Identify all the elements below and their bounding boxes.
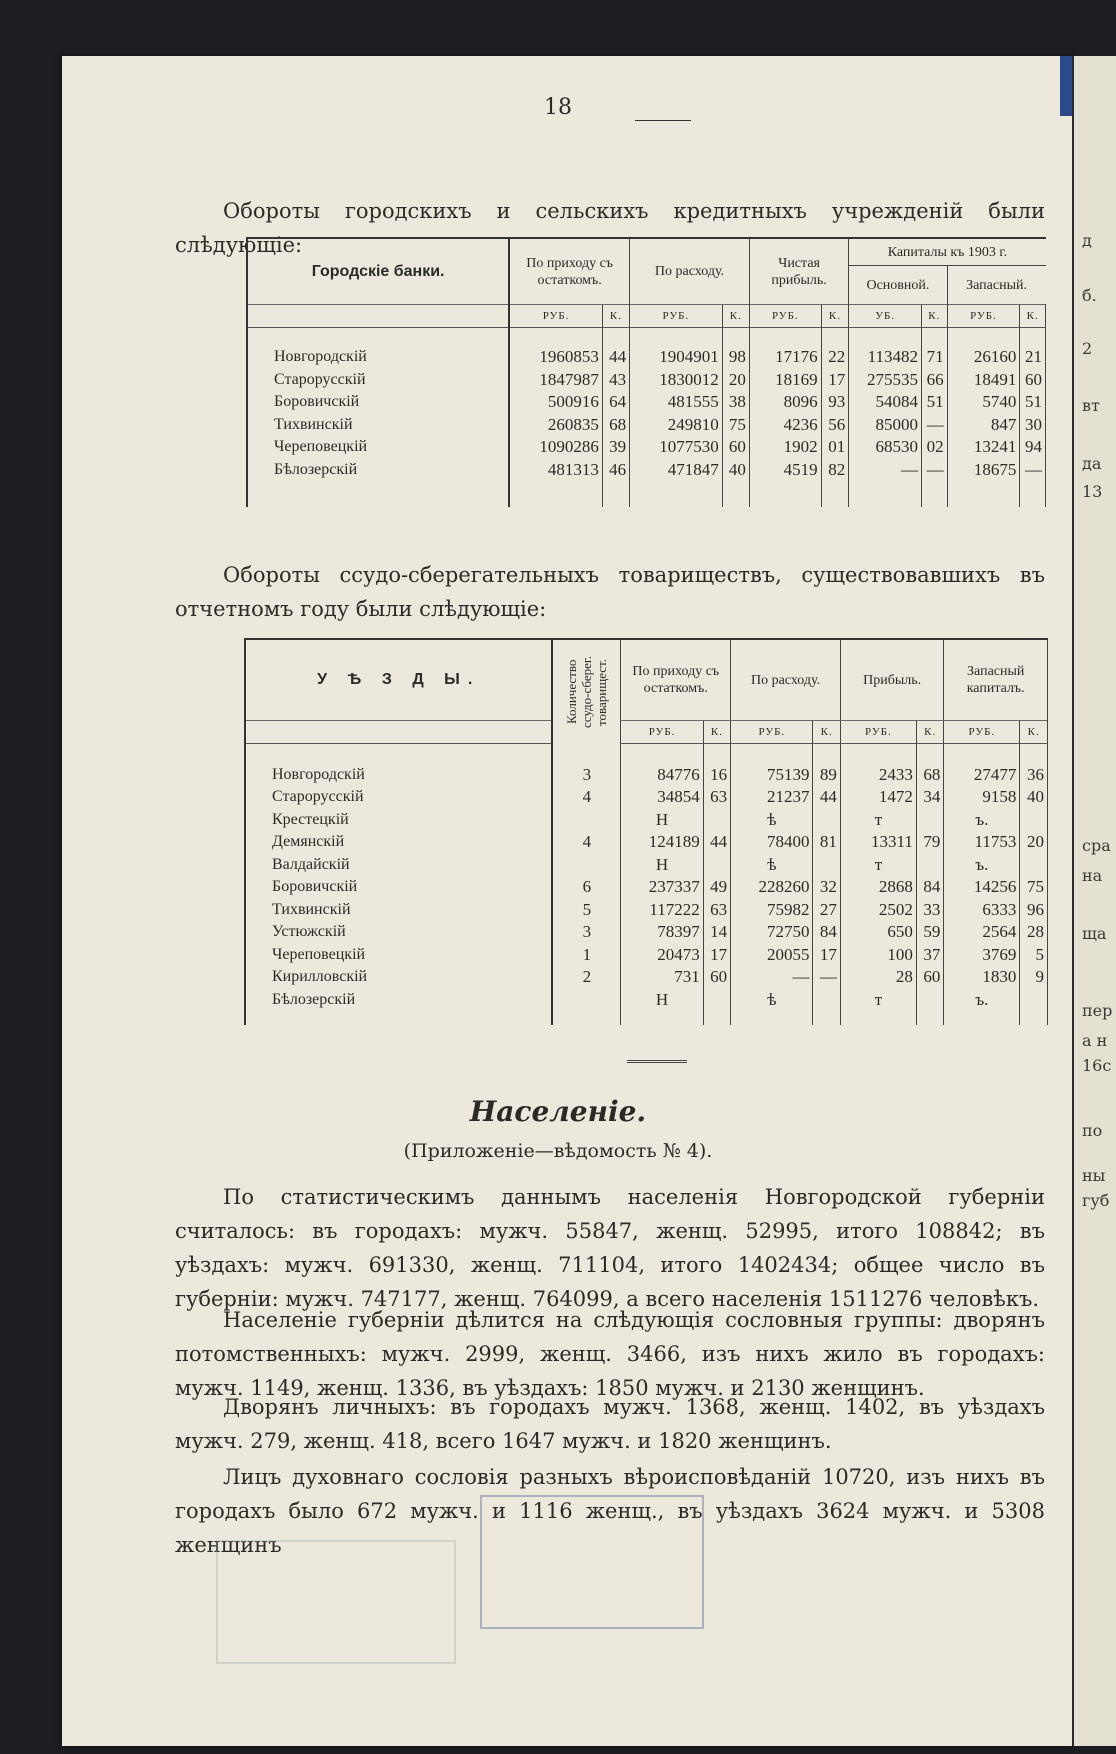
cell-dk: 66 — [922, 369, 948, 392]
cell-bk: 17 — [813, 944, 840, 967]
cell-bk: 44 — [813, 786, 840, 809]
cell-ak: 43 — [602, 369, 629, 392]
unit-k: К. — [1020, 720, 1048, 743]
row-name: Демянскій — [245, 831, 552, 854]
unit-rub: РУБ. — [944, 720, 1020, 743]
cell-ak: 39 — [602, 436, 629, 459]
intro-loan-savings: Обороты ссудо-сберегательныхъ товариществъ, существовавшихъ въ отчетномъ году были слѣдующіе: — [175, 563, 1045, 621]
table-row — [245, 786, 1048, 809]
unit-rub: РУБ. — [731, 720, 813, 743]
cell-bk: 84 — [813, 921, 840, 944]
cell-d: 11753 — [944, 831, 1020, 854]
cell-b: 1830012 — [630, 369, 723, 392]
cell-c: т — [840, 854, 916, 877]
cell-dk: 75 — [1020, 876, 1048, 899]
cell-c: 1472 — [840, 786, 916, 809]
cell-b: — — [731, 966, 813, 989]
cell-dk — [1020, 854, 1048, 877]
row-name: Боровичскій — [245, 876, 552, 899]
cell-ek: 21 — [1020, 328, 1046, 369]
table-row — [245, 944, 1048, 967]
cell-a: Н — [621, 989, 703, 1012]
unit-k: К. — [1020, 305, 1046, 328]
unit-rub: РУБ. — [947, 305, 1020, 328]
margin-fragment: ны — [1082, 1166, 1106, 1185]
cell-dk: 40 — [1020, 786, 1048, 809]
cell-a: Н — [621, 854, 703, 877]
cell-c: 1902 — [749, 436, 821, 459]
cell-count — [552, 989, 620, 1012]
table-row — [245, 743, 1048, 786]
table-row — [247, 369, 1046, 392]
section-subtitle: (Приложеніе—вѣдомость № 4). — [403, 1140, 713, 1162]
cell-dk: 5 — [1020, 944, 1048, 967]
col-reserve: Запасный. — [947, 266, 1045, 305]
loan-savings-table — [244, 638, 1048, 1025]
cell-dk: 71 — [922, 328, 948, 369]
cell-ck: 93 — [821, 391, 849, 414]
margin-fragment: губ — [1082, 1191, 1110, 1210]
cell-c: 18169 — [749, 369, 821, 392]
cell-ck — [916, 854, 944, 877]
table-row — [245, 876, 1048, 899]
cell-ek: — — [1020, 459, 1046, 482]
cell-ak: 44 — [703, 831, 730, 854]
table-row — [247, 414, 1046, 437]
cell-ck: 56 — [821, 414, 849, 437]
cell-ak: 14 — [703, 921, 730, 944]
cell-ck: 34 — [916, 786, 944, 809]
cell-c: 650 — [840, 921, 916, 944]
cell-bk: — — [813, 966, 840, 989]
cell-ck — [916, 989, 944, 1012]
col-capitals: Капиталы къ 1903 г. — [849, 238, 1046, 266]
cell-count: 4 — [552, 831, 620, 854]
col-profit: Прибыль. — [840, 639, 944, 720]
margin-fragment: сра — [1082, 836, 1111, 855]
cell-dk: 9 — [1020, 966, 1048, 989]
cell-ck: 37 — [916, 944, 944, 967]
cell-c: 8096 — [749, 391, 821, 414]
unit-k: К. — [813, 720, 840, 743]
cell-c: 2502 — [840, 899, 916, 922]
cell-ck: 82 — [821, 459, 849, 482]
blank-unit — [247, 305, 509, 328]
cell-b: 249810 — [630, 414, 723, 437]
cell-d: ъ. — [944, 989, 1020, 1012]
cell-b: 75139 — [731, 743, 813, 786]
cell-c: 4236 — [749, 414, 821, 437]
table-row — [245, 989, 1048, 1012]
cell-a: 1090286 — [509, 436, 602, 459]
cell-ak: 16 — [703, 743, 730, 786]
cell-dk — [1020, 989, 1048, 1012]
table-row — [247, 391, 1046, 414]
table-row — [245, 966, 1048, 989]
cell-d: 68530 — [849, 436, 922, 459]
cell-a: 34854 — [621, 786, 703, 809]
cell-a: 1847987 — [509, 369, 602, 392]
cell-ak: 68 — [602, 414, 629, 437]
margin-fragment: 13 — [1082, 482, 1103, 501]
cell-c: 2433 — [840, 743, 916, 786]
table-row — [245, 921, 1048, 944]
section-divider — [627, 1060, 687, 1066]
cell-ak: 46 — [602, 459, 629, 482]
cell-ak — [703, 809, 730, 832]
cell-a: 117222 — [621, 899, 703, 922]
cell-dk: 51 — [922, 391, 948, 414]
row-name: Кирилловскій — [245, 966, 552, 989]
cell-a: 1960853 — [509, 328, 602, 369]
cell-e: 5740 — [947, 391, 1020, 414]
cell-d: 85000 — [849, 414, 922, 437]
row-name: Череповецкій — [245, 944, 552, 967]
margin-fragment: да — [1082, 454, 1102, 473]
cell-dk — [1020, 809, 1048, 832]
col-main: Основной. — [849, 266, 947, 305]
paragraph-nobility-hereditary: Населеніе губерніи дѣлится на слѣдующія сословныя группы: дворянъ потомственныхъ: мужч. 2999, женщ. 3466, изъ нихъ жило въ городахъ: мужч. 1149, женщ. 1336, въ уѣздахъ: 1850 мужч. и 2130 женщинъ. — [175, 1308, 1045, 1400]
cell-bk — [813, 989, 840, 1012]
col-uezd: У Ѣ З Д Ы. — [245, 639, 552, 720]
cell-count: 3 — [552, 921, 620, 944]
cell-a: 260835 — [509, 414, 602, 437]
unit-rub: РУБ. — [840, 720, 916, 743]
cell-e: 847 — [947, 414, 1020, 437]
table-row — [247, 436, 1046, 459]
cell-d: 275535 — [849, 369, 922, 392]
cell-a: 237337 — [621, 876, 703, 899]
cell-ak: 63 — [703, 899, 730, 922]
paragraph-population: По статистическимъ даннымъ населенія Новгородской губерніи считалось: въ городахъ: мужч. 55847, женщ. 52995, итого 108842; въ уѣздахъ: мужч. 691330, женщ. 711104, итого 1402434; общее число въ губерніи: мужч. 747177, женщ. 764099, а всего населенія 1511276 человѣкъ. — [175, 1185, 1045, 1311]
col-income: По приходу съ остаткомъ. — [509, 238, 629, 305]
table-row — [245, 831, 1048, 854]
cell-a: 481313 — [509, 459, 602, 482]
cell-b: ѣ — [731, 854, 813, 877]
cell-ak: 60 — [703, 966, 730, 989]
margin-fragment: на — [1082, 866, 1103, 885]
cell-bk: 81 — [813, 831, 840, 854]
unit-rub: РУБ. — [630, 305, 723, 328]
cell-d: 6333 — [944, 899, 1020, 922]
cell-bk: 38 — [722, 391, 749, 414]
cell-d: — — [849, 459, 922, 482]
col-expense: По расходу. — [731, 639, 841, 720]
cell-c: 13311 — [840, 831, 916, 854]
cell-dk: — — [922, 459, 948, 482]
unit-k: К. — [916, 720, 944, 743]
row-name: Новгородскій — [245, 743, 552, 786]
cell-ck: 84 — [916, 876, 944, 899]
cell-d: 113482 — [849, 328, 922, 369]
col-income: По приходу съ остаткомъ. — [621, 639, 731, 720]
cell-dk: 20 — [1020, 831, 1048, 854]
cell-dk: 02 — [922, 436, 948, 459]
cell-count: 6 — [552, 876, 620, 899]
cell-d: 9158 — [944, 786, 1020, 809]
margin-fragment: пер — [1082, 1001, 1113, 1020]
unit-k: К. — [922, 305, 948, 328]
cell-ek: 51 — [1020, 391, 1046, 414]
cell-d: 1830 — [944, 966, 1020, 989]
cell-c: т — [840, 809, 916, 832]
cell-dk: 96 — [1020, 899, 1048, 922]
cell-count: 2 — [552, 966, 620, 989]
cell-ck: 22 — [821, 328, 849, 369]
cell-ck: 17 — [821, 369, 849, 392]
cell-e: 18491 — [947, 369, 1020, 392]
credit-table — [246, 237, 1046, 507]
row-name: Новгородскій — [247, 328, 509, 369]
cell-a: 500916 — [509, 391, 602, 414]
cell-e: 13241 — [947, 436, 1020, 459]
col-count-label: Количество ссудо-сберег. товарищест. — [564, 655, 610, 728]
cell-e: 26160 — [947, 328, 1020, 369]
cell-dk: 28 — [1020, 921, 1048, 944]
cell-d: 54084 — [849, 391, 922, 414]
cell-ak: 64 — [602, 391, 629, 414]
cell-count: 4 — [552, 786, 620, 809]
unit-rub: УБ. — [849, 305, 922, 328]
cell-d: ъ. — [944, 809, 1020, 832]
table-row — [245, 899, 1048, 922]
cell-a: Н — [621, 809, 703, 832]
row-name: Старорусскій — [245, 786, 552, 809]
cell-bk: 40 — [722, 459, 749, 482]
cell-b: 72750 — [731, 921, 813, 944]
unit-k: К. — [821, 305, 849, 328]
cell-dk: 36 — [1020, 743, 1048, 786]
paragraph-nobility-personal: Дворянъ личныхъ: въ городахъ мужч. 1368, женщ. 1402, въ уѣздахъ мужч. 279, женщ. 418, всего 1647 мужч. и 1820 женщинъ. — [175, 1395, 1045, 1453]
cell-b: ѣ — [731, 809, 813, 832]
unit-k: К. — [703, 720, 730, 743]
cell-count — [552, 809, 620, 832]
col-bank: Городскіе банки. — [247, 238, 509, 305]
cell-ck: 01 — [821, 436, 849, 459]
row-name: Устюжскій — [245, 921, 552, 944]
margin-fragment: 2 — [1082, 339, 1093, 358]
cell-c: т — [840, 989, 916, 1012]
cell-bk — [813, 809, 840, 832]
next-page-edge — [1072, 56, 1116, 1746]
cell-bk: 20 — [722, 369, 749, 392]
cell-d: 2564 — [944, 921, 1020, 944]
row-name: Крестецкій — [245, 809, 552, 832]
col-count — [552, 639, 620, 743]
row-name: Валдайскій — [245, 854, 552, 877]
cell-count: 3 — [552, 743, 620, 786]
cell-ck: 33 — [916, 899, 944, 922]
cell-count — [552, 854, 620, 877]
library-stamp — [480, 1495, 704, 1629]
unit-k: К. — [722, 305, 749, 328]
cell-d: 3769 — [944, 944, 1020, 967]
cell-b: 20055 — [731, 944, 813, 967]
cell-ck: 59 — [916, 921, 944, 944]
cell-bk: 98 — [722, 328, 749, 369]
unit-k: К. — [602, 305, 629, 328]
cell-a: 20473 — [621, 944, 703, 967]
intro-credit: Обороты городскихъ и сельскихъ кредитныхъ учрежденій были слѣдующіе: — [175, 199, 1045, 257]
cell-b: 471847 — [630, 459, 723, 482]
faded-stamp — [216, 1540, 456, 1664]
cell-c: 2868 — [840, 876, 916, 899]
cell-bk: 27 — [813, 899, 840, 922]
cell-c: 28 — [840, 966, 916, 989]
cell-a: 731 — [621, 966, 703, 989]
row-name: Тихвинскій — [247, 414, 509, 437]
cell-b: 228260 — [731, 876, 813, 899]
cell-ck — [916, 809, 944, 832]
cell-ak: 49 — [703, 876, 730, 899]
table-row — [247, 328, 1046, 369]
cell-d: 14256 — [944, 876, 1020, 899]
row-name: Тихвинскій — [245, 899, 552, 922]
cell-c: 100 — [840, 944, 916, 967]
cell-ck: 60 — [916, 966, 944, 989]
cell-bk: 75 — [722, 414, 749, 437]
cell-count: 5 — [552, 899, 620, 922]
row-name: Старорусскій — [247, 369, 509, 392]
cell-ak: 44 — [602, 328, 629, 369]
cell-b: 1904901 — [630, 328, 723, 369]
row-name: Череповецкій — [247, 436, 509, 459]
cell-b: 481555 — [630, 391, 723, 414]
margin-fragment: 16с — [1082, 1056, 1112, 1075]
col-profit: Чистая прибыль. — [749, 238, 848, 305]
cell-bk: 89 — [813, 743, 840, 786]
cell-b: 78400 — [731, 831, 813, 854]
cell-bk: 32 — [813, 876, 840, 899]
cell-c: 17176 — [749, 328, 821, 369]
table-row — [247, 459, 1046, 482]
blank-unit — [245, 720, 552, 743]
margin-fragment: по — [1082, 1121, 1103, 1140]
cell-a: 124189 — [621, 831, 703, 854]
margin-fragment: б. — [1082, 286, 1097, 305]
cell-b: 1077530 — [630, 436, 723, 459]
cell-ck: 68 — [916, 743, 944, 786]
section-title: Населеніе. — [469, 1095, 647, 1128]
cell-dk: — — [922, 414, 948, 437]
cell-ak: 17 — [703, 944, 730, 967]
paragraph-clergy: Лицъ духовнаго сословія разныхъ вѣроисповѣданій 10720, изъ нихъ въ городахъ было 672 мужч. и 1116 женщ., въ уѣздахъ 3624 мужч. и 5308 женщинъ — [175, 1465, 1045, 1557]
col-expense: По расходу. — [630, 238, 750, 305]
cell-a: 84776 — [621, 743, 703, 786]
cell-d: 27477 — [944, 743, 1020, 786]
table-row — [245, 809, 1048, 832]
cell-ak — [703, 989, 730, 1012]
cell-ak: 63 — [703, 786, 730, 809]
row-name: Боровичскій — [247, 391, 509, 414]
cell-d: ъ. — [944, 854, 1020, 877]
unit-rub: РУБ. — [509, 305, 602, 328]
cell-count: 1 — [552, 944, 620, 967]
cell-ck: 79 — [916, 831, 944, 854]
cell-a: 78397 — [621, 921, 703, 944]
margin-fragment: ща — [1082, 924, 1107, 943]
unit-rub: РУБ. — [621, 720, 703, 743]
col-reserve: Запасный капиталъ. — [944, 639, 1048, 720]
margin-fragment: а н — [1082, 1031, 1108, 1050]
cell-b: 75982 — [731, 899, 813, 922]
cell-ak — [703, 854, 730, 877]
page-number-rule — [635, 120, 691, 121]
cell-bk: 60 — [722, 436, 749, 459]
page-number: 18 — [544, 95, 572, 120]
cell-b: ѣ — [731, 989, 813, 1012]
row-name: Бѣлозерскій — [245, 989, 552, 1012]
margin-fragment: вт — [1082, 396, 1100, 415]
unit-rub: РУБ. — [749, 305, 821, 328]
row-name: Бѣлозерскій — [247, 459, 509, 482]
cell-ek: 94 — [1020, 436, 1046, 459]
margin-fragment: д — [1082, 231, 1092, 250]
cell-c: 4519 — [749, 459, 821, 482]
cell-ek: 30 — [1020, 414, 1046, 437]
table-row — [245, 854, 1048, 877]
cell-bk — [813, 854, 840, 877]
cell-b: 21237 — [731, 786, 813, 809]
cell-e: 18675 — [947, 459, 1020, 482]
cell-ek: 60 — [1020, 369, 1046, 392]
